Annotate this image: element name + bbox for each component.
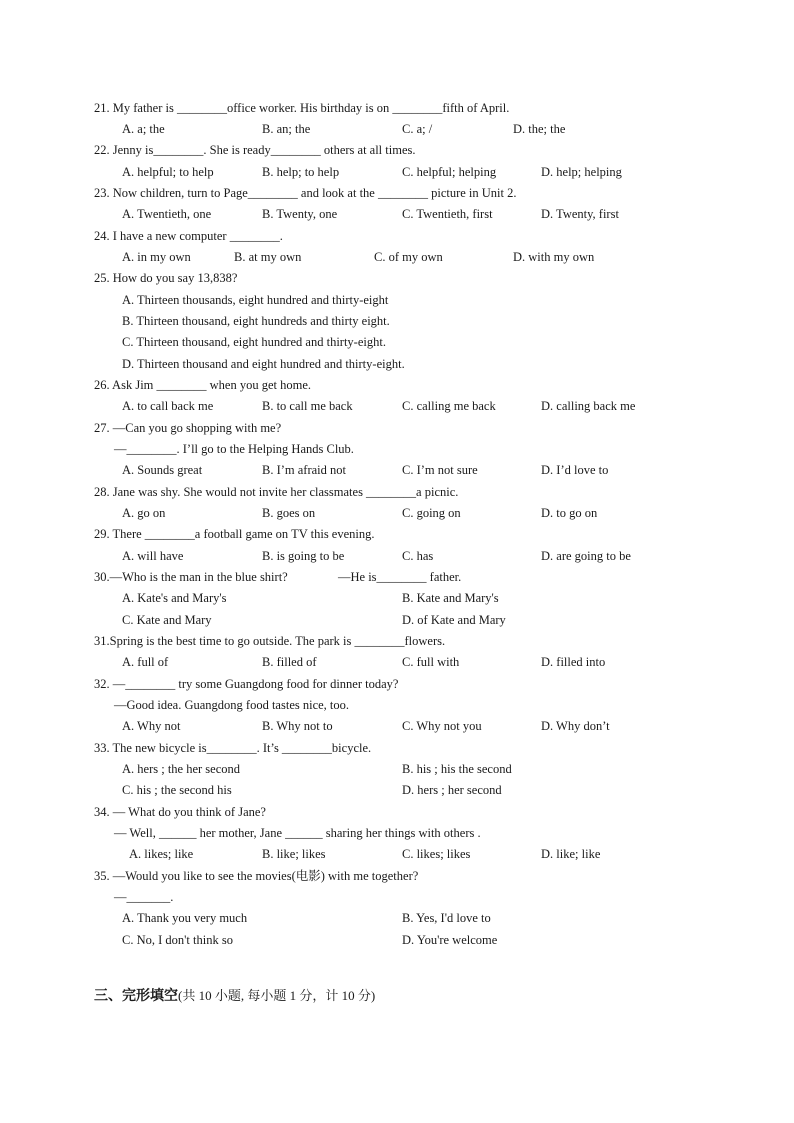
option-a: A. in my own	[122, 250, 191, 264]
option-d: D. hers ; her second	[402, 783, 502, 797]
option-b: B. help; to help	[262, 165, 340, 179]
option-a: A. Twentieth, one	[122, 207, 212, 221]
option-d: D. with my own	[513, 250, 595, 264]
question-stem: 22. Jenny is________. She is ready________ others at all times.	[94, 143, 416, 157]
option-d: D. You're welcome	[402, 933, 498, 947]
option-d: D. I’d love to	[541, 463, 609, 477]
question-stem: 32. —________ try some Guangdong food for dinner today?	[94, 677, 399, 691]
option-a: A. a; the	[122, 122, 165, 136]
question-stem: 34. — What do you think of Jane?	[94, 805, 266, 819]
option-b: B. Why not to	[262, 719, 333, 733]
option-c: C. full with	[402, 655, 460, 669]
section-heading	[94, 987, 375, 1006]
option-b: B. his ; his the second	[402, 762, 512, 776]
option-c: C. Kate and Mary	[122, 613, 212, 627]
option-b: B. at my own	[234, 250, 302, 264]
option-c: C. I’m not sure	[402, 463, 478, 477]
question-reply: —_______.	[114, 890, 174, 904]
option-b: B. goes on	[262, 506, 316, 520]
question-stem: 33. The new bicycle is________. It’s ________bicycle.	[94, 741, 372, 755]
option-a: A. Why not	[122, 719, 181, 733]
option-a: A. Thank you very much	[122, 911, 248, 925]
section-title: 三、完形填空	[94, 989, 178, 1004]
option-c: C. No, I don't think so	[122, 933, 233, 947]
question-reply: —He is________ father.	[338, 570, 462, 584]
option-b: B. an; the	[262, 122, 311, 136]
option-d: D. help; helping	[541, 165, 622, 179]
option-d: D. of Kate and Mary	[402, 613, 506, 627]
option-d: D. filled into	[541, 655, 606, 669]
question-stem: 24. I have a new computer ________.	[94, 229, 283, 243]
option-b: B. like; likes	[262, 847, 326, 861]
option-c: C. has	[402, 549, 434, 563]
option-a: A. Thirteen thousands, eight hundred and thirty-eight	[122, 293, 389, 307]
question-stem: 29. There ________a football game on TV this evening.	[94, 527, 375, 541]
option-a: A. go on	[122, 506, 166, 520]
option-a: A. to call back me	[122, 399, 214, 413]
option-a: A. Sounds great	[122, 463, 203, 477]
option-a: A. full of	[122, 655, 169, 669]
option-c: C. Twentieth, first	[402, 207, 493, 221]
option-d: D. to go on	[541, 506, 598, 520]
option-b: B. Thirteen thousand, eight hundreds and thirty eight.	[122, 314, 390, 328]
option-c: C. Why not you	[402, 719, 482, 733]
question-stem: 21. My father is ________office worker. His birthday is on ________fifth of April.	[94, 101, 510, 115]
option-a: A. Kate's and Mary's	[122, 591, 227, 605]
option-b: B. Twenty, one	[262, 207, 338, 221]
option-d: D. Why don’t	[541, 719, 610, 733]
question-reply: —Good idea. Guangdong food tastes nice, too.	[114, 698, 350, 712]
option-c: C. Thirteen thousand, eight hundred and thirty-eight.	[122, 335, 386, 349]
option-c: C. his ; the second his	[122, 783, 232, 797]
option-c: C. calling me back	[402, 399, 496, 413]
option-d: D. are going to be	[541, 549, 631, 563]
option-c: C. of my own	[374, 250, 443, 264]
option-d: D. the; the	[513, 122, 566, 136]
option-b: B. is going to be	[262, 549, 345, 563]
question-reply: — Well, ______ her mother, Jane ______ sharing her things with others .	[114, 826, 481, 840]
question-reply: —________. I’ll go to the Helping Hands Club.	[114, 442, 354, 456]
option-a: A. hers ; the her second	[122, 762, 241, 776]
option-d: D. Twenty, first	[541, 207, 619, 221]
section-note: (共 10 小题, 每小题 1 分，计 10 分)	[178, 988, 376, 1003]
option-c: C. a; /	[402, 122, 433, 136]
option-b: B. to call me back	[262, 399, 353, 413]
option-b: B. Yes, I'd love to	[402, 911, 491, 925]
option-b: B. Kate and Mary's	[402, 591, 499, 605]
question-stem: 26. Ask Jim ________ when you get home.	[94, 378, 312, 392]
question-stem: 27. —Can you go shopping with me?	[94, 421, 282, 435]
option-c: C. going on	[402, 506, 461, 520]
option-a: A. helpful; to help	[122, 165, 214, 179]
question-stem: 30.—Who is the man in the blue shirt?	[94, 570, 288, 584]
option-b: B. filled of	[262, 655, 317, 669]
option-c: C. helpful; helping	[402, 165, 497, 179]
option-b: B. I’m afraid not	[262, 463, 347, 477]
question-stem: 28. Jane was shy. She would not invite her classmates ________a picnic.	[94, 485, 459, 499]
option-a: A. likes; like	[129, 847, 194, 861]
option-d: D. calling back me	[541, 399, 636, 413]
question-stem: 35. —Would you like to see the movies(电影) with me together?	[94, 869, 419, 883]
question-stem: 23. Now children, turn to Page________ and look at the ________ picture in Unit 2.	[94, 186, 517, 200]
question-stem: 31.Spring is the best time to go outside. The park is ________flowers.	[94, 634, 446, 648]
option-a: A. will have	[122, 549, 184, 563]
option-d: D. Thirteen thousand and eight hundred and thirty-eight.	[122, 357, 405, 371]
option-c: C. likes; likes	[402, 847, 471, 861]
question-stem: 25. How do you say 13,838?	[94, 271, 238, 285]
option-d: D. like; like	[541, 847, 601, 861]
